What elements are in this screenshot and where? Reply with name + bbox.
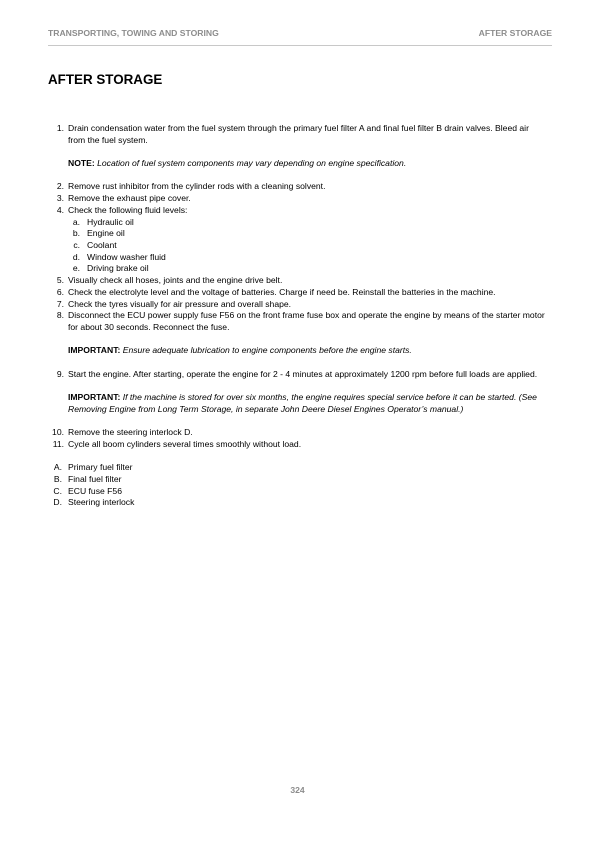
- important-label: IMPORTANT:: [68, 392, 121, 403]
- legend-text: Primary fuel filter: [68, 462, 133, 473]
- fluid-level-letter: e.: [72, 263, 80, 274]
- step-number: 7.: [56, 298, 64, 309]
- step-4: [48, 205, 548, 217]
- legend-letter: B.: [53, 473, 62, 484]
- fluid-level-item: [48, 263, 548, 275]
- important-label: IMPORTANT:: [68, 345, 121, 356]
- step-text: Remove the exhaust pipe cover.: [68, 193, 191, 204]
- step-number: 11.: [52, 438, 64, 449]
- legend-item: [48, 474, 548, 486]
- legend-letter: C.: [53, 485, 62, 496]
- legend: [48, 462, 548, 509]
- step-6: [48, 287, 548, 299]
- fluid-level-text: Coolant: [87, 240, 117, 250]
- step-10: [48, 427, 548, 439]
- legend-item: [48, 462, 548, 474]
- page-title: AFTER STORAGE: [48, 72, 163, 87]
- step-number: 1.: [56, 123, 64, 133]
- important-text: If the machine is stored for over six months, the engine requires special service before it can be started. (See Removing Engine from Long Term Storage, in separate John Deere Diesel Engines Operator’s manual.): [68, 392, 537, 414]
- important-note: [48, 392, 548, 415]
- step-11: [48, 439, 548, 451]
- step-number: 9.: [56, 368, 64, 379]
- header-section-title: TRANSPORTING, TOWING AND STORING: [48, 28, 219, 38]
- step-text: Drain condensation water from the fuel system through the primary fuel filter A and final fuel filter B drain valves. Bleed air from the fuel system.: [68, 123, 529, 145]
- fluid-level-item: [48, 240, 548, 252]
- legend-text: Final fuel filter: [68, 473, 122, 484]
- step-3: [48, 193, 548, 205]
- legend-item: [48, 486, 548, 498]
- fluid-level-letter: b.: [72, 228, 80, 239]
- page-header: [48, 28, 552, 46]
- legend-text: Steering interlock: [68, 497, 135, 508]
- note-text: Location of fuel system components may vary depending on engine specification.: [97, 158, 407, 169]
- fluid-level-text: Hydraulic oil: [87, 216, 134, 227]
- step-number: 10.: [52, 427, 64, 438]
- step-number: 6.: [56, 286, 64, 297]
- header-topic: AFTER STORAGE: [478, 28, 552, 38]
- step-5: [48, 275, 548, 287]
- step-number: 8.: [56, 310, 64, 321]
- fluid-level-text: Engine oil: [87, 228, 125, 239]
- legend-text: ECU fuse F56: [68, 485, 122, 496]
- step-text: Check the following fluid levels:: [68, 204, 188, 215]
- legend-letter: D.: [53, 497, 62, 508]
- step-text: Check the tyres visually for air pressure and overall shape.: [68, 298, 292, 309]
- step-text: Disconnect the ECU power supply fuse F56 on the front frame fuse box and operate the engine by means of the starter motor for about 30 seconds. Reconnect the fuse.: [68, 310, 545, 332]
- step-text: Start the engine. After starting, operate the engine for 2 - 4 minutes at approximately 1200 rpm before full loads are applied.: [68, 368, 538, 379]
- page-number: 324: [290, 785, 305, 795]
- step-8: [48, 310, 548, 333]
- step-number: 2.: [56, 181, 64, 192]
- legend-item: [48, 497, 548, 509]
- fluid-level-item: [48, 228, 548, 240]
- step-7: [48, 299, 548, 311]
- step-2: [48, 181, 548, 193]
- fluid-level-letter: c.: [73, 240, 80, 250]
- step-text: Check the electrolyte level and the voltage of batteries. Charge if need be. Reinstall the batteries in the machine.: [68, 286, 496, 297]
- step-9: [48, 369, 548, 381]
- fluid-level-letter: a.: [72, 216, 80, 227]
- note: [48, 158, 548, 170]
- step-1: [48, 123, 548, 146]
- step-text: Cycle all boom cylinders several times smoothly without load.: [68, 438, 302, 449]
- step-number: 5.: [56, 275, 64, 286]
- step-text: Remove the steering interlock D.: [68, 427, 193, 438]
- important-text: Ensure adequate lubrication to engine components before the engine starts.: [122, 345, 412, 356]
- legend-letter: A.: [53, 462, 62, 473]
- fluid-level-text: Driving brake oil: [87, 263, 149, 274]
- fluid-level-letter: d.: [72, 251, 80, 262]
- fluid-level-text: Window washer fluid: [87, 251, 166, 262]
- step-number: 4.: [56, 204, 64, 215]
- step-text: Visually check all hoses, joints and the engine drive belt.: [68, 275, 283, 286]
- fluid-level-item: [48, 217, 548, 229]
- step-number: 3.: [56, 193, 64, 204]
- instructions: [48, 123, 548, 509]
- important-note: [48, 345, 548, 357]
- fluid-level-item: [48, 252, 548, 264]
- note-label: NOTE:: [68, 158, 95, 169]
- step-text: Remove rust inhibitor from the cylinder rods with a cleaning solvent.: [68, 181, 326, 192]
